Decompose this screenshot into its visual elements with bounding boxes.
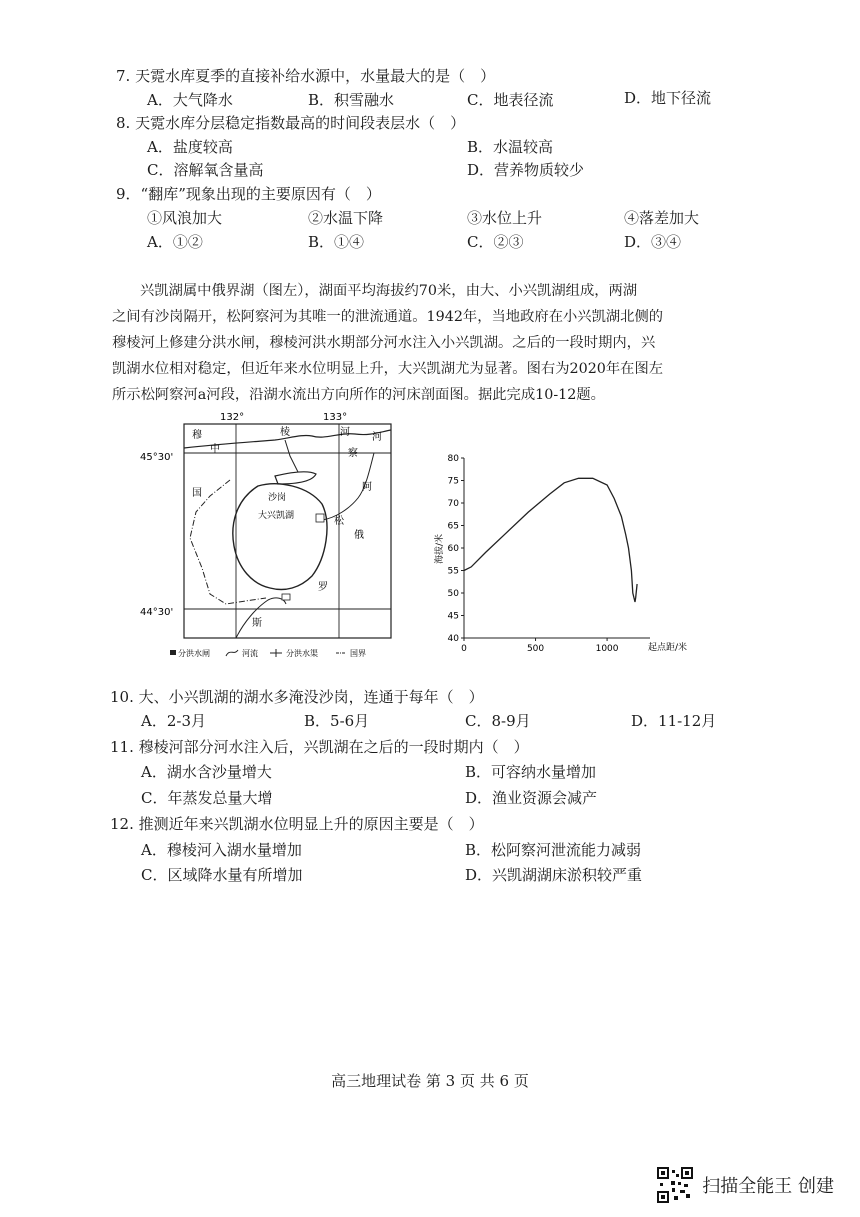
flood-canal <box>285 440 298 472</box>
q10-option-d: D．11-12月 <box>631 712 717 730</box>
question-8-stem: 8. 天霓水库分层稳定指数最高的时间段表层水（ ） <box>116 114 466 132</box>
y-tick-label: 70 <box>447 499 459 509</box>
legend-gate: 分洪水闸 <box>178 649 210 658</box>
legend-river-icon <box>226 650 238 656</box>
legend-river: 河流 <box>242 649 258 658</box>
scanner-badge-text: 扫描全能王 创建 <box>702 1176 834 1197</box>
small-xingkai-lake <box>275 472 316 484</box>
passage-line: 兴凯湖属中俄界湖（图左），湖面平均海拔约70米，由大、小兴凯湖组成，两湖 <box>140 283 638 299</box>
y-tick-label: 55 <box>447 566 459 577</box>
label-luo: 罗 <box>318 582 328 593</box>
q7-option-b: B．积雪融水 <box>308 91 395 109</box>
q7-option-a: A．大气降水 <box>147 91 233 109</box>
reading-passage <box>112 278 722 408</box>
q9-item-3: ③水位上升 <box>467 209 543 227</box>
x-tick-label: 0 <box>461 644 467 654</box>
q10-option-a: A．2-3月 <box>141 712 206 730</box>
legend-border: 国界 <box>350 649 366 658</box>
page-footer: 高三地理试卷 第 3 页 共 6 页 <box>331 1072 529 1090</box>
q12-option-a: A．穆棱河入湖水量增加 <box>141 841 302 859</box>
q12-option-b: B．松阿察河泄流能力减弱 <box>465 841 642 859</box>
y-tick-label: 45 <box>447 611 459 622</box>
label-si: 斯 <box>252 618 262 629</box>
question-10-stem: 10. 大、小兴凯湖的湖水多淹没沙岗，连通于每年（ ） <box>110 688 484 706</box>
flood-gate-south <box>282 594 290 600</box>
q11-option-a: A．湖水含沙量增大 <box>141 763 272 781</box>
xingkai-lake-map <box>140 408 420 666</box>
x-axis-label: 起点距/米 <box>648 643 688 653</box>
label-mu: 穆 <box>192 430 202 441</box>
profile-series-line <box>464 478 637 602</box>
q8-option-c: C．溶解氧含量高 <box>147 161 264 179</box>
x-tick-label: 500 <box>526 644 545 654</box>
legend-gate-icon <box>170 650 176 655</box>
q9-item-2: ②水温下降 <box>308 209 384 227</box>
label-guo: 国 <box>192 488 202 499</box>
passage-line: 所示松阿察河a河段，沿湖水流出方向所作的河床剖面图。据此完成10-12题。 <box>112 387 605 403</box>
lon-label-133: 133° <box>323 412 348 423</box>
q8-option-a: A．盐度较高 <box>147 138 233 156</box>
river-bed-profile-chart <box>430 448 720 658</box>
q7-option-d: D．地下径流 <box>624 89 712 107</box>
passage-line: 之间有沙岗隔开，松阿察河为其唯一的泄流通道。1942年，当地政府在小兴凯湖北侧的 <box>112 309 664 325</box>
q9-option-a: A．①② <box>147 233 203 251</box>
label-cha: 察 <box>348 448 358 459</box>
x-tick-label: 1000 <box>595 644 619 654</box>
label-da-xingkai-lake: 大兴凯湖 <box>258 511 295 521</box>
y-tick-label: 40 <box>447 634 459 644</box>
y-tick-label: 60 <box>447 544 459 554</box>
label-e: 俄 <box>354 530 364 541</box>
lat-label-4530: 45°30' <box>140 452 174 463</box>
q9-item-4: ④落差加大 <box>624 209 700 227</box>
y-tick-label: 80 <box>447 454 459 464</box>
q9-option-d: D．③④ <box>624 233 682 251</box>
q10-option-c: C．8-9月 <box>465 712 531 730</box>
legend-canal: 分洪水渠 <box>286 649 318 658</box>
q7-option-c: C．地表径流 <box>467 91 554 109</box>
q11-option-c: C．年蒸发总量大增 <box>141 789 273 807</box>
passage-line: 凯湖水位相对稳定，但近年来水位明显上升，大兴凯湖尤为显著。图右为2020年在图左 <box>112 361 664 377</box>
lat-label-4430: 44°30' <box>140 607 174 618</box>
label-leng: 棱 <box>280 427 290 438</box>
question-11-stem: 11. 穆棱河部分河水注入后，兴凯湖在之后的一段时期内（ ） <box>110 738 529 756</box>
q10-option-b: B．5-6月 <box>304 712 370 730</box>
q11-option-d: D．渔业资源会减产 <box>465 789 598 807</box>
q11-option-b: B．可容纳水量增加 <box>465 763 597 781</box>
q12-option-c: C．区域降水量有所增加 <box>141 866 303 884</box>
passage-line: 穆棱河上修建分洪水闸，穆棱河洪水期部分河水注入小兴凯湖。之后的一段时期内，兴 <box>112 335 656 351</box>
lon-label-132: 132° <box>220 412 245 423</box>
label-sha-gang: 沙岗 <box>268 493 287 503</box>
label-zhong: 中 <box>210 444 220 455</box>
q8-option-b: B．水温较高 <box>467 138 554 156</box>
label-song: 松 <box>334 516 344 527</box>
question-7-stem: 7. 天霓水库夏季的直接补给水源中，水量最大的是（ ） <box>116 67 496 85</box>
scanner-badge <box>656 1166 834 1204</box>
qr-code-icon <box>656 1166 694 1204</box>
flood-gate-outlet <box>316 514 324 522</box>
q8-option-d: D．营养物质较少 <box>467 161 585 179</box>
q9-option-b: B．①④ <box>308 233 365 251</box>
chart-axes <box>448 454 650 654</box>
q9-option-c: C．②③ <box>467 233 524 251</box>
y-tick-label: 65 <box>447 521 459 532</box>
label-he2: 河 <box>372 432 382 443</box>
y-tick-label: 75 <box>447 476 459 487</box>
question-12-stem: 12. 推测近年来兴凯湖水位明显上升的原因主要是（ ） <box>110 815 484 833</box>
q9-item-1: ①风浪加大 <box>147 209 223 227</box>
q12-option-d: D．兴凯湖湖床淤积较严重 <box>465 866 643 884</box>
label-he1: 河 <box>340 427 350 438</box>
label-a: 阿 <box>362 482 372 493</box>
y-axis-label: 海拔/米 <box>435 533 445 564</box>
question-9-stem: 9．“翻库”现象出现的主要原因有（ ） <box>116 185 381 203</box>
y-tick-label: 50 <box>447 589 459 599</box>
